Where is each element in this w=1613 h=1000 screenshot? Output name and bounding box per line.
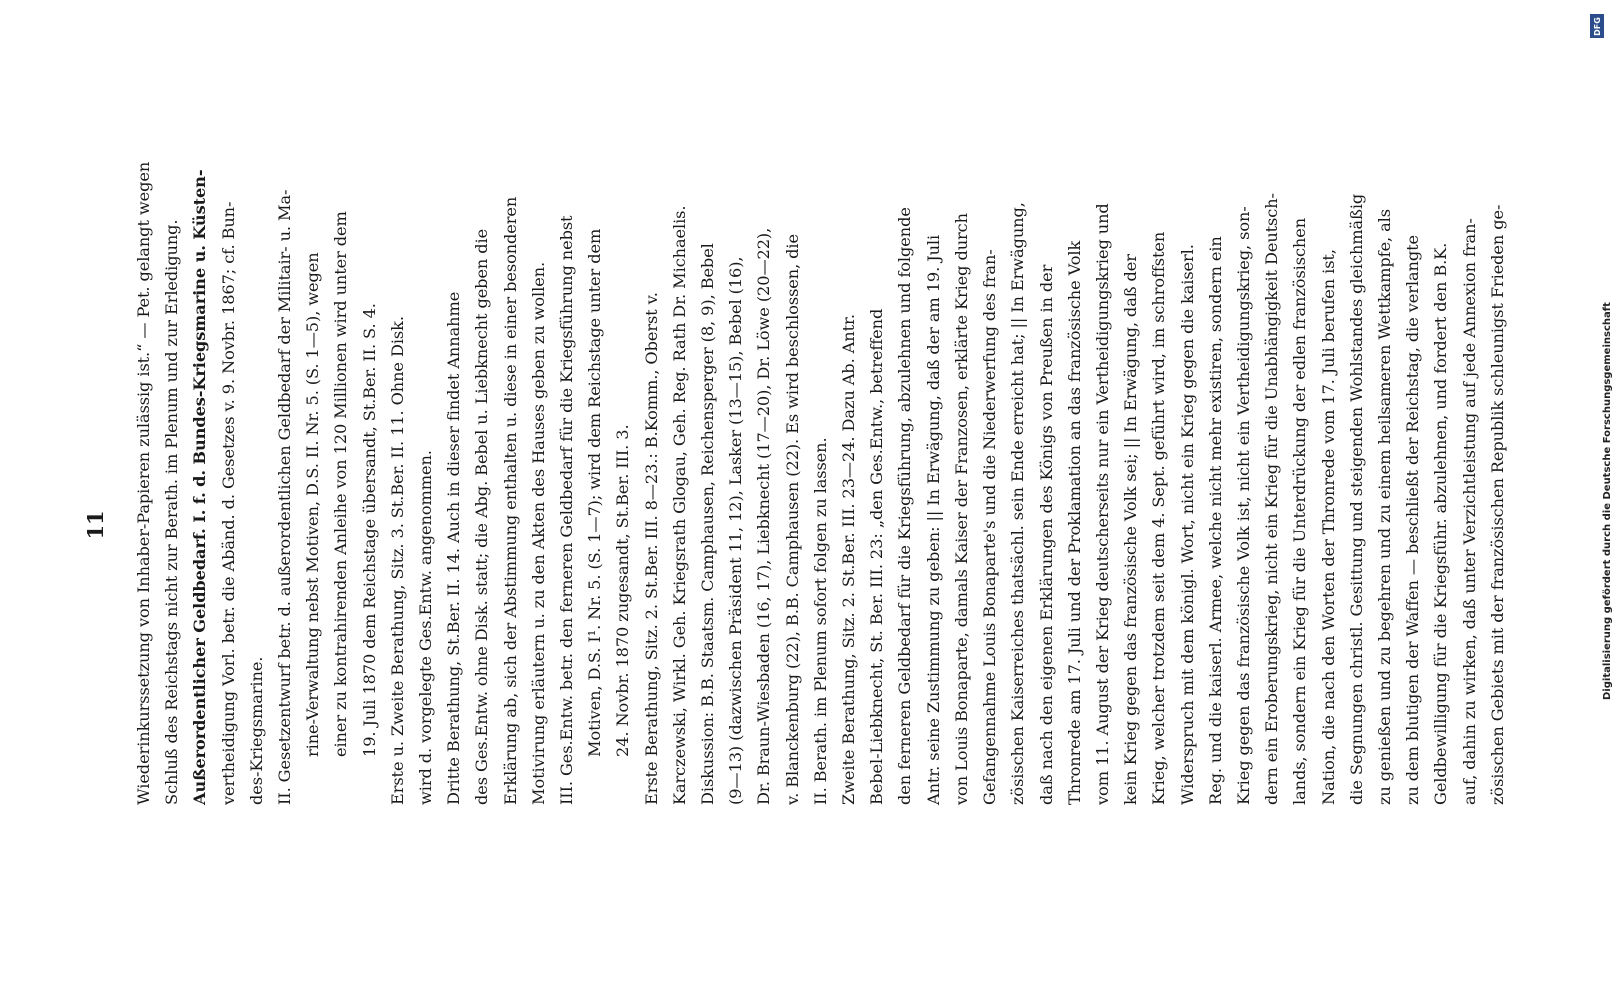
text-line: 19. Juli 1870 dem Reichstage übersandt, St.Ber. II. S. 4.: [359, 303, 379, 757]
text-line: II. Gesetzentwurf betr. d. außerordentlichen Geldbedarf der Militair- u. Ma-: [275, 189, 295, 805]
text-lines: [130, 161, 1512, 805]
text-line: Nation, die nach den Worten der Thronrede vom 17. Juli berufen ist,: [1318, 249, 1338, 805]
text-line: v. Blanckenburg (22), B.B. Camphausen (22). Es wird beschlossen, die: [782, 234, 802, 805]
text-line: Schluß des Reichstags nicht zur Berath. im Plenum und zur Erledigung.: [162, 219, 182, 805]
rotated-text-block: [83, 161, 1507, 805]
text-line: zösischen Gebiets mit der französischen Republik schleunigst Frieden ge-: [1487, 204, 1507, 805]
text-line: Wiederinkurssetzung von Inhaber-Papieren zulässig ist.“ — Pet. gelangt wegen: [134, 161, 153, 805]
text-line: des-Kriegsmarine.: [246, 656, 266, 805]
text-line: Diskussion: B.B. Staatsm. Camphausen, Reichensperger (8, 9), Bebel: [698, 243, 718, 805]
text-line: zu dem blutigen der Waffen — beschließt der Reichstag, die verlangte: [1403, 234, 1423, 805]
text-line: Dr. Braun-Wiesbaden (16, 17), Liebknecht (17—20), Dr. Löwe (20—22),: [754, 227, 774, 805]
text-line: Krieg, welcher trotzdem seit dem 4. Sept. geführt wird, im schroffsten: [1149, 231, 1169, 805]
text-line: Dritte Berathung, St.Ber. II. 14. Auch in dieser findet Annahme: [444, 291, 464, 805]
text-line: des Ges.Entw. ohne Disk. statt; die Abg. Bebel u. Liebknecht geben die: [472, 228, 492, 805]
dfg-logo-text: DFG: [1592, 16, 1602, 36]
text-line: zu genießen und zu begehren und zu einem heilsameren Wettkampfe, als: [1374, 209, 1394, 805]
text-line: Antr. seine Zustimmung zu geben: || In Erwägung, daß der am 19. Juli: [923, 234, 943, 805]
text-line: auf, dahin zu wirken, daß unter Verzichtleistung auf jede Annexion fran-: [1459, 218, 1479, 805]
text-line: rine-Verwaltung nebst Motiven, D.S. II. Nr. 5. (S. 1—5), wegen: [303, 252, 323, 757]
text-line: Widerspruch mit dem königl. Wort, nicht ein Krieg gegen die kaiserl.: [1177, 244, 1197, 805]
text-line: einer zu kontrahirenden Anleihe von 120 Millionen wird unter dem: [331, 211, 351, 757]
text-line: zösischen Kaiserreiches thatsächl. sein Ende erreicht hat; || In Erwägung,: [1008, 202, 1028, 805]
text-line: Reg. und die kaiserl. Armee, welche nicht mehr existiren, sondern ein: [1205, 236, 1225, 805]
text-line: Erste Berathung, Sitz. 2. St.Ber. III. 8—23.: B.Komm., Oberst v.: [641, 292, 661, 805]
text-line: lands, sondern ein Krieg für die Unterdrückung der edlen französischen: [1290, 217, 1310, 805]
text-line: Gefangennahme Louis Bonaparte's und die Niederwerfung des fran-: [980, 249, 1000, 805]
text-line: kein Krieg gegen das französische Volk sei; || In Erwägung, daß der: [1121, 254, 1141, 805]
text-line: II. Berath. im Plenum sofort folgen zu lassen.: [810, 437, 830, 805]
text-line: Geldbewilligung für die Kriegsführ. abzulehnen, und fordert den B.K.: [1431, 242, 1451, 805]
text-line: Bebel-Liebknecht, St. Ber. III. 23: „den Ges.Entw., betreffend: [867, 308, 887, 805]
text-line: von Louis Bonaparte, damals Kaiser der Franzosen, erklärte Krieg durch: [951, 213, 971, 805]
text-line: III. Ges.Entw. betr. den ferneren Geldbedarf für die Kriegsführung nebst: [557, 215, 577, 805]
text-line: Erklärung ab, sich der Abstimmung enthalten u. diese in einer besonderen: [500, 196, 520, 805]
text-line: daß nach den eigenen Erklärungen des Königs von Preußen in der: [1036, 264, 1056, 805]
stamp-text: Digitalisierung gefördert durch die Deutsche Forschungsgemeinschaft: [1602, 302, 1613, 700]
text-line: Außerordentlicher Geldbedarf. I. f. d. Bundes-Kriegsmarine u. Küsten-: [190, 169, 210, 805]
text-line: wird d. vorgelegte Ges.Entw. angenommen.: [416, 450, 436, 805]
text-line: vertheidigung Vorl. betr. die Abänd. d. Gesetzes v. 9. Novbr. 1867; cf. Bun-: [218, 201, 238, 805]
text-line: Zweite Berathung, Sitz. 2. St.Ber. III. 23—24. Dazu Ab. Antr.: [839, 314, 859, 805]
text-line: Erste u. Zweite Berathung, Sitz. 3. St.Ber. II. 11. Ohne Disk.: [387, 316, 407, 805]
digitization-stamp: [1588, 20, 1613, 720]
text-line: die Segnungen christl. Gesittung und steigenden Wohlstandes gleichmäßig: [1346, 193, 1366, 805]
dfg-logo: [1590, 14, 1604, 38]
text-line: vom 11. August der Krieg deutscherseits nur ein Vertheidigungskrieg und: [1092, 203, 1112, 805]
text-line: (9—13) (dazwischen Präsident 11, 12), Lasker (13—15), Bebel (16),: [726, 256, 746, 805]
text-line: 24. Novbr. 1870 zugesandt, St.Ber. III. 3.: [613, 424, 633, 757]
text-line: dern ein Eroberungskrieg, nicht ein Krieg für die Unabhängigkeit Deutsch-: [1262, 193, 1282, 805]
text-line: Karczewski, Wirkl. Geh. Kriegsrath Glogau, Geh. Reg. Rath Dr. Michaelis.: [669, 205, 689, 805]
text-line: Thronrede am 17. Juli und der Proklamation an das französische Volk: [1064, 240, 1084, 805]
text-line: Motivirung erläutern u. zu den Akten des Hauses geben zu wollen.: [528, 261, 548, 805]
text-line: den ferneren Geldbedarf für die Kriegsführung, abzulehnen und folgende: [895, 207, 915, 805]
text-line: Krieg gegen das französische Volk ist, nicht ein Vertheidigungskrieg, son-: [1233, 206, 1253, 805]
text-line: Motiven, D.S. I¹. Nr. 5. (S. 1—7); wird dem Reichstage unter dem: [585, 228, 605, 757]
page-number: 11: [83, 510, 108, 540]
